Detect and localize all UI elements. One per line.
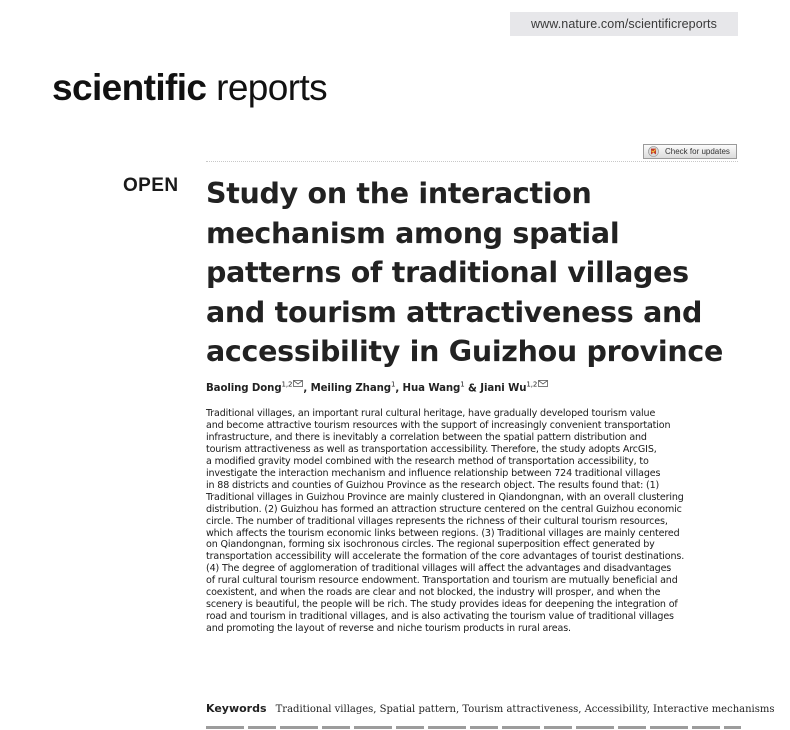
- next-paragraph-cutoff: [206, 722, 741, 730]
- author-name: Hua Wang: [402, 383, 461, 395]
- crossmark-icon: [648, 146, 659, 157]
- open-access-label: OPEN: [123, 175, 179, 196]
- header-divider: [206, 161, 738, 162]
- abstract-line: coexistent, and when the roads are clear and not blocked, the industry will prosper, and when the: [206, 587, 661, 599]
- article-title: Study on the interaction mechanism among spatial patterns of traditional villages and tourism attractiveness and accessibility in Guizhou province: [206, 177, 723, 368]
- author-separator: ,: [303, 383, 311, 395]
- author-name: Meiling Zhang: [310, 383, 391, 395]
- keywords-section: [206, 697, 774, 716]
- author[interactable]: [206, 383, 303, 394]
- author-separator: ,: [395, 383, 403, 395]
- author-name: Jiani Wu: [480, 383, 527, 395]
- abstract-line: tourism attractiveness as well as transportation accessibility. Therefore, the study adopts ArcGIS,: [206, 443, 657, 455]
- abstract-line: Traditional villages in Guizhou Province are mainly clustered in Qiandongnan, with an overall clustering: [206, 491, 684, 503]
- author[interactable]: [311, 383, 396, 394]
- email-icon[interactable]: [293, 379, 303, 390]
- logo-word-reports: reports: [216, 67, 328, 108]
- abstract-line: on Qiandongnan, forming six isochronous circles. The regional superposition effect generated by: [206, 539, 655, 551]
- journal-url[interactable]: www.nature.com/scientificreports: [510, 12, 738, 36]
- check-for-updates-label: Check for updates: [665, 147, 730, 156]
- author-name: Baoling Dong: [206, 383, 282, 395]
- abstract-line: road and tourism in traditional villages, and is also activating the tourism value of traditional villages: [206, 611, 674, 623]
- abstract-line: and promoting the layout of reverse and niche tourism products in rural areas.: [206, 623, 571, 635]
- abstract-line: infrastructure, and there is inevitably a correlation between the spatial pattern distribution and: [206, 431, 647, 443]
- logo-word-scientific: scientific: [52, 67, 207, 108]
- abstract-line: in 88 districts and counties of Guizhou Province as the research object. The results found that: (1): [206, 479, 660, 491]
- abstract-line: investigate the interaction mechanism and influence relationship between 724 traditional villages: [206, 467, 661, 479]
- abstract-line: Traditional villages, an important rural cultural heritage, have gradually developed tourism value: [206, 408, 656, 419]
- abstract-line: circle. The number of traditional villages represents the richness of their cultural tourism resources,: [206, 515, 668, 527]
- journal-logo[interactable]: [52, 66, 327, 110]
- abstract-line: (4) The degree of agglomeration of traditional villages will affect the advantages and disadvantages: [206, 563, 672, 575]
- keywords-label: Keywords: [206, 702, 267, 715]
- abstract-line: and become attractive tourism resources with the support of increasingly convenient transportation: [206, 419, 671, 431]
- author-affiliation: 1,2: [281, 381, 293, 389]
- abstract-line: which affects the tourism economic links between regions. (3) Traditional villages are mainly centered: [206, 527, 680, 539]
- abstract-line: distribution. (2) Guizhou has formed an attraction structure centered on the central Guizhou economic: [206, 503, 682, 515]
- author-affiliation: 1,2: [526, 381, 538, 389]
- author-affiliation: 1: [390, 381, 396, 389]
- check-for-updates-button[interactable]: [643, 144, 737, 159]
- author-affiliation: 1: [460, 381, 465, 389]
- keywords-list: Traditional villages, Spatial pattern, Tourism attractiveness, Accessibility, Interactive mechanisms: [275, 704, 775, 715]
- author[interactable]: [480, 383, 548, 394]
- abstract-line: a modified gravity model combined with the research method of transportation accessibility, to: [206, 455, 649, 467]
- abstract-line: of rural cultural tourism resource endowment. Transportation and tourism are mutually beneficial and: [206, 575, 678, 587]
- abstract: [206, 408, 741, 635]
- author[interactable]: [403, 383, 465, 394]
- email-icon[interactable]: [538, 379, 548, 390]
- author-separator: &: [464, 383, 481, 395]
- abstract-line: scenery is beautiful, the people will be rich. The study provides ideas for deepening the integration of: [206, 599, 678, 611]
- abstract-line: transportation accessibility will accelerate the formation of the core advantages of tourist destinations.: [206, 551, 685, 563]
- author-list: [206, 379, 548, 394]
